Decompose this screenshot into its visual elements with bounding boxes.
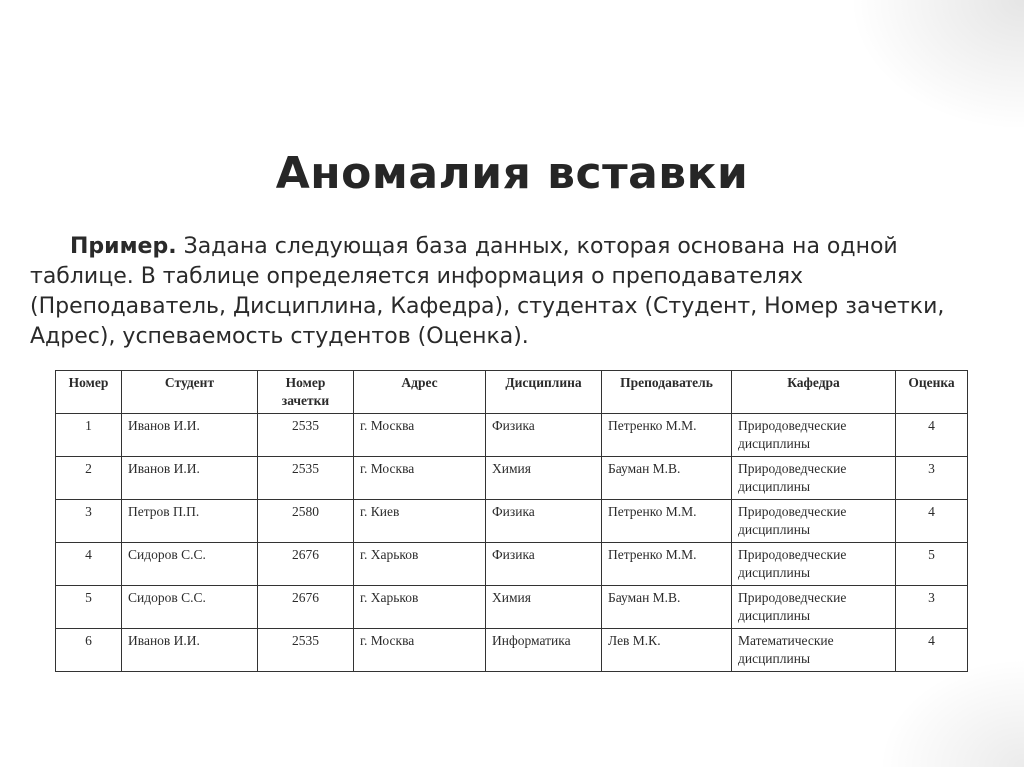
- cell-student: Сидоров С.С.: [122, 586, 258, 629]
- cell-student: Петров П.П.: [122, 500, 258, 543]
- cell-department: Природоведческие дисциплины: [732, 500, 896, 543]
- header-discipline: Дисциплина: [486, 371, 602, 414]
- cell-address: г. Харьков: [354, 543, 486, 586]
- cell-number: 5: [56, 586, 122, 629]
- database-table: [55, 370, 968, 672]
- cell-discipline: Информатика: [486, 629, 602, 672]
- cell-address: г. Киев: [354, 500, 486, 543]
- cell-number: 1: [56, 414, 122, 457]
- cell-teacher: Бауман М.В.: [602, 586, 732, 629]
- cell-record-book: 2580: [258, 500, 354, 543]
- header-record-book: Номер зачетки: [258, 371, 354, 414]
- cell-address: г. Москва: [354, 629, 486, 672]
- cell-number: 3: [56, 500, 122, 543]
- cell-discipline: Химия: [486, 586, 602, 629]
- cell-department: Природоведческие дисциплины: [732, 414, 896, 457]
- cell-teacher: Петренко М.М.: [602, 500, 732, 543]
- table-row: [56, 586, 968, 629]
- cell-record-book: 2535: [258, 629, 354, 672]
- header-address: Адрес: [354, 371, 486, 414]
- cell-number: 6: [56, 629, 122, 672]
- cell-teacher: Петренко М.М.: [602, 414, 732, 457]
- header-number: Номер: [56, 371, 122, 414]
- cell-grade: 4: [896, 414, 968, 457]
- example-description: Задана следующая база данных, которая основана на одной таблице. В таблице определяется информация о преподавателях (Преподаватель, Дисциплина, Кафедра), студентах (Студент, Номер зачетки, Адрес), успеваемость студентов (Оценка).: [30, 234, 945, 349]
- cell-discipline: Физика: [486, 500, 602, 543]
- cell-grade: 5: [896, 543, 968, 586]
- cell-student: Иванов И.И.: [122, 629, 258, 672]
- cell-department: Природоведческие дисциплины: [732, 543, 896, 586]
- database-table-container: [55, 370, 967, 672]
- header-teacher: Преподаватель: [602, 371, 732, 414]
- cell-department: Природоведческие дисциплины: [732, 586, 896, 629]
- cell-department: Природоведческие дисциплины: [732, 457, 896, 500]
- table-row: [56, 457, 968, 500]
- table-row: [56, 629, 968, 672]
- slide-title: Аномалия вставки: [275, 148, 749, 199]
- cell-address: г. Москва: [354, 457, 486, 500]
- cell-discipline: Химия: [486, 457, 602, 500]
- cell-number: 2: [56, 457, 122, 500]
- table-row: [56, 543, 968, 586]
- cell-grade: 3: [896, 457, 968, 500]
- cell-grade: 3: [896, 586, 968, 629]
- header-student: Студент: [122, 371, 258, 414]
- cell-grade: 4: [896, 629, 968, 672]
- cell-student: Сидоров С.С.: [122, 543, 258, 586]
- table-row: [56, 500, 968, 543]
- example-lead: Пример.: [70, 234, 177, 259]
- cell-student: Иванов И.И.: [122, 414, 258, 457]
- cell-record-book: 2535: [258, 457, 354, 500]
- cell-address: г. Харьков: [354, 586, 486, 629]
- cell-teacher: Петренко М.М.: [602, 543, 732, 586]
- cell-department: Математические дисциплины: [732, 629, 896, 672]
- cell-teacher: Лев М.К.: [602, 629, 732, 672]
- table-header-row: [56, 371, 968, 414]
- header-grade: Оценка: [896, 371, 968, 414]
- slide-body-text: [30, 232, 980, 352]
- table-row: [56, 414, 968, 457]
- cell-discipline: Физика: [486, 543, 602, 586]
- header-department: Кафедра: [732, 371, 896, 414]
- cell-record-book: 2676: [258, 586, 354, 629]
- cell-address: г. Москва: [354, 414, 486, 457]
- cell-grade: 4: [896, 500, 968, 543]
- cell-student: Иванов И.И.: [122, 457, 258, 500]
- cell-number: 4: [56, 543, 122, 586]
- cell-record-book: 2535: [258, 414, 354, 457]
- cell-record-book: 2676: [258, 543, 354, 586]
- cell-discipline: Физика: [486, 414, 602, 457]
- cell-teacher: Бауман М.В.: [602, 457, 732, 500]
